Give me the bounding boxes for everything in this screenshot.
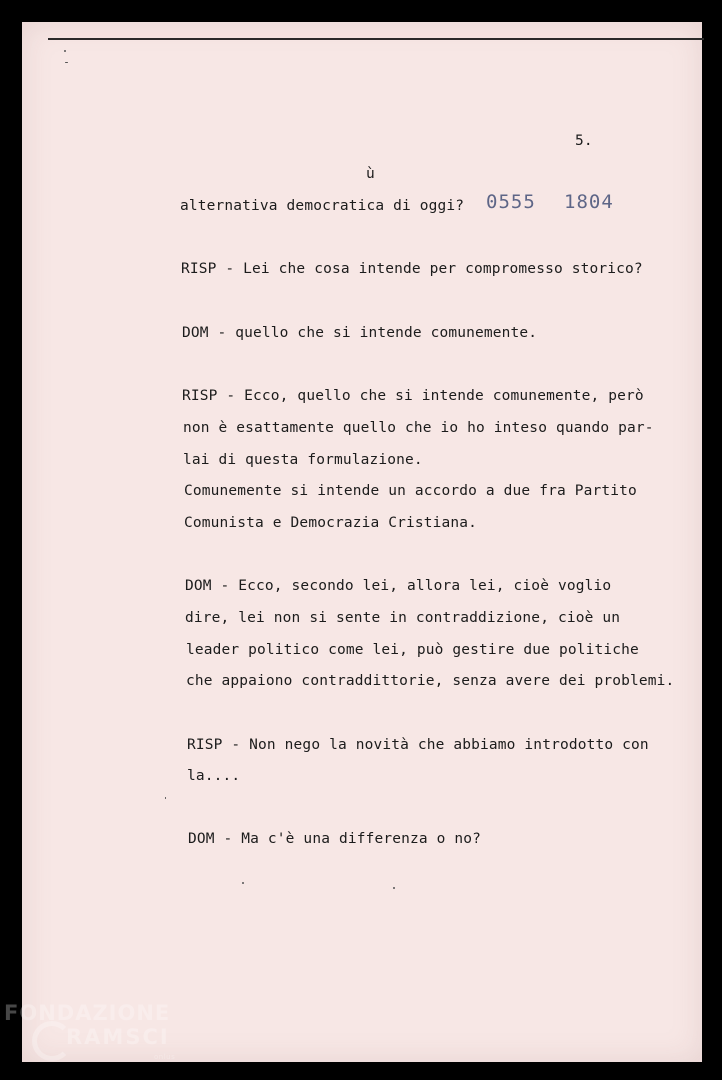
text-line: la....: [187, 768, 241, 784]
text-line: Comunista e Democrazia Cristiana.: [184, 515, 478, 531]
text-line: RISP - Ecco, quello che si intende comunemente, però: [182, 388, 644, 404]
fondazione-gramsci-watermark: [4, 1001, 180, 1077]
document-page: [22, 22, 702, 1062]
page-number: 5.: [575, 133, 593, 149]
text-line: leader politico come lei, può gestire due politiche: [186, 642, 639, 658]
watermark-line1: FONDAZIONE: [4, 1001, 171, 1025]
speck: [242, 882, 244, 884]
text-line: alternativa democratica di oggi?: [180, 198, 465, 214]
text-line: lai di questa formulazione.: [183, 452, 423, 468]
text-line: RISP - Non nego la novità che abbiamo introdotto con: [187, 737, 649, 753]
text-line: DOM - quello che si intende comunemente.: [182, 325, 538, 341]
archive-stamp-right: 1804: [564, 191, 614, 213]
text-line: DOM - Ma c'è una differenza o no?: [188, 831, 482, 847]
text-line: Comunemente si intende un accordo a due fra Partito: [184, 483, 637, 499]
speck: [64, 50, 66, 52]
text-line: non è esattamente quello che io ho inteso quando par-: [183, 420, 654, 436]
watermark-line2: RAMSCI: [66, 1025, 170, 1049]
text-line: dire, lei non si sente in contraddizione, cioè un: [185, 610, 621, 626]
speck: [393, 887, 395, 889]
text-line: RISP - Lei che cosa intende per compromesso storico?: [181, 261, 643, 277]
watermark-small: onlus: [154, 1053, 176, 1061]
text-line: che appaiono contraddittorie, senza avere dei problemi.: [186, 673, 675, 689]
archive-stamp-left: 0555: [486, 191, 536, 213]
speck: [65, 62, 68, 63]
text-line: DOM - Ecco, secondo lei, allora lei, cioè voglio: [185, 578, 612, 594]
speck: [165, 797, 166, 799]
top-rule: [48, 38, 704, 40]
stray-mark: ù: [366, 166, 375, 182]
